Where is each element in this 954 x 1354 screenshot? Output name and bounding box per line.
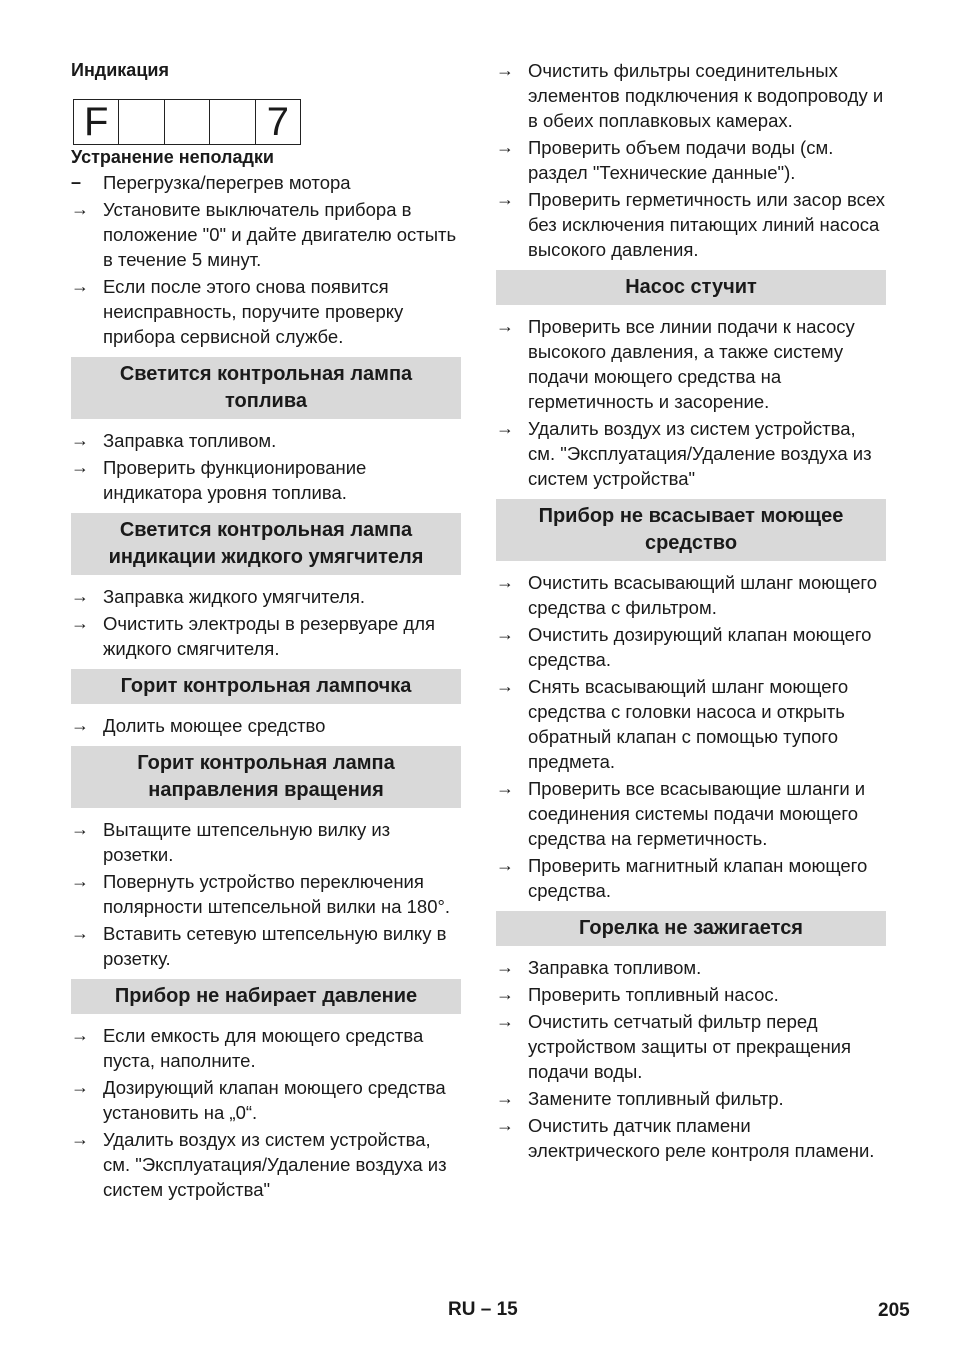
arrow-icon: → — [496, 316, 514, 336]
section-heading: Светится контрольная лампа индикации жидкого умягчителя — [71, 513, 461, 575]
fault-fix-list — [71, 170, 461, 349]
list-item — [496, 622, 886, 672]
list-item — [496, 1086, 886, 1111]
list-item — [496, 187, 886, 262]
section — [71, 746, 461, 971]
item-text: Очистить фильтры соединительных элементов подключения к водопроводу и в обеих поплавковых камерах. — [528, 60, 884, 131]
dash-bullet: – — [71, 172, 82, 192]
code-cell: 7 — [266, 100, 289, 144]
item-text: Дозирующий клапан моющего средства установить на „0“. — [103, 1077, 446, 1123]
list-item — [71, 584, 461, 609]
left-sections — [71, 357, 461, 1202]
list-item — [496, 955, 886, 980]
list-item — [71, 611, 461, 661]
arrow-icon: → — [496, 418, 514, 438]
list-item — [71, 170, 461, 195]
section-heading: Прибор не набирает давление — [71, 979, 461, 1014]
list-item — [496, 135, 886, 185]
list-item — [71, 197, 461, 272]
item-text: Удалить воздух из систем устройства, см. "Эксплуатация/Удаление воздуха из систем устройства" — [103, 1129, 447, 1200]
arrow-icon: → — [496, 778, 514, 798]
item-text: Снять всасывающий шланг моющего средства с головки насоса и открыть обратный клапан с помощью тупого предмета. — [528, 676, 849, 772]
section-list — [71, 1023, 461, 1202]
arrow-icon: → — [71, 430, 89, 450]
arrow-icon: → — [496, 624, 514, 644]
arrow-icon: → — [71, 819, 89, 839]
list-item — [496, 58, 886, 133]
arrow-icon: → — [71, 613, 89, 633]
code-cell — [119, 100, 164, 144]
item-text: Заправка топливом. — [528, 957, 702, 978]
item-text: Повернуть устройство переключения полярности штепсельной вилки на 180°. — [103, 871, 451, 917]
item-text: Проверить все всасывающие шланги и соединения системы подачи моющего средства на герметичность. — [528, 778, 866, 849]
arrow-icon: → — [71, 1077, 89, 1097]
list-item — [71, 817, 461, 867]
section-list — [71, 713, 461, 738]
list-item — [71, 455, 461, 505]
section-list — [71, 817, 461, 971]
list-item — [496, 674, 886, 774]
section — [496, 911, 886, 1163]
arrow-icon: → — [496, 1115, 514, 1135]
right-column — [496, 58, 886, 1165]
left-column — [71, 58, 461, 1204]
section-heading: Насос стучит — [496, 270, 886, 305]
item-text: Проверить магнитный клапан моющего средства. — [528, 855, 868, 901]
list-item — [496, 314, 886, 414]
lead-list — [496, 58, 886, 262]
list-item — [71, 869, 461, 919]
list-item — [71, 1023, 461, 1073]
footer-section-label: RU – 15 — [448, 1299, 518, 1320]
arrow-icon: → — [496, 60, 514, 80]
item-text: Заправка жидкого умягчителя. — [103, 586, 366, 607]
list-item — [71, 428, 461, 453]
fault-code-display — [73, 99, 301, 145]
item-text: Долить моющее средство — [103, 715, 326, 736]
item-text: Очистить электроды в резервуаре для жидкого смягчителя. — [103, 613, 436, 659]
arrow-icon: → — [71, 586, 89, 606]
item-text: Очистить дозирующий клапан моющего средства. — [528, 624, 872, 670]
code-cell: F — [74, 100, 119, 144]
arrow-icon: → — [496, 676, 514, 696]
arrow-icon: → — [496, 1011, 514, 1031]
item-text: Вставить сетевую штепсельную вилку в розетку. — [103, 923, 447, 969]
arrow-icon: → — [496, 137, 514, 157]
arrow-icon: → — [496, 984, 514, 1004]
section-list — [496, 570, 886, 903]
fault-fix-heading: Устранение неполадки — [71, 147, 274, 167]
item-text: Если емкость для моющего средства пуста, наполните. — [103, 1025, 424, 1071]
item-text: Перегрузка/перегрев мотора — [103, 172, 351, 193]
section — [71, 979, 461, 1202]
item-text: Установите выключатель прибора в положение "0" и дайте двигателю остыть в течение 5 минут. — [103, 199, 457, 270]
section — [71, 669, 461, 738]
item-text: Очистить датчик пламени электрического реле контроля пламени. — [528, 1115, 875, 1161]
section-list — [71, 584, 461, 661]
item-text: Удалить воздух из систем устройства, см. "Эксплуатация/Удаление воздуха из систем устройства" — [528, 418, 872, 489]
arrow-icon: → — [71, 276, 89, 296]
section-list — [496, 955, 886, 1163]
indication-heading: Индикация — [71, 60, 169, 80]
section-list — [71, 428, 461, 505]
list-item — [496, 1009, 886, 1084]
section-heading: Горит контрольная лампочка — [71, 669, 461, 704]
section — [496, 499, 886, 903]
section-heading: Горелка не зажигается — [496, 911, 886, 946]
item-text: Проверить герметичность или засор всех без исключения питающих линий насоса высокого давления. — [528, 189, 885, 260]
page-number: 205 — [878, 1300, 910, 1321]
section-heading: Горит контрольная лампа направления вращения — [71, 746, 461, 808]
section — [71, 357, 461, 505]
section-list — [496, 314, 886, 491]
item-text: Если после этого снова появится неисправность, поручите проверку прибора сервисной службе. — [103, 276, 404, 347]
item-text: Заправка топливом. — [103, 430, 277, 451]
arrow-icon: → — [71, 715, 89, 735]
item-text: Проверить объем подачи воды (см. раздел "Технические данные"). — [528, 137, 834, 183]
list-item — [71, 1127, 461, 1202]
item-text: Проверить топливный насос. — [528, 984, 779, 1005]
list-item — [496, 776, 886, 851]
list-item — [71, 1075, 461, 1125]
list-item — [496, 853, 886, 903]
list-item — [496, 982, 886, 1007]
section — [496, 270, 886, 491]
item-text: Очистить сетчатый фильтр перед устройством защиты от прекращения подачи воды. — [528, 1011, 852, 1082]
arrow-icon: → — [496, 957, 514, 977]
code-cell — [165, 100, 210, 144]
arrow-icon: → — [71, 1025, 89, 1045]
item-text: Проверить все линии подачи к насосу высокого давления, а также систему подачи моющего средства на герметичность и засорение. — [528, 316, 855, 412]
arrow-icon: → — [71, 1129, 89, 1149]
arrow-icon: → — [71, 923, 89, 943]
arrow-icon: → — [496, 1088, 514, 1108]
item-text: Очистить всасывающий шланг моющего средства с фильтром. — [528, 572, 878, 618]
list-item — [71, 713, 461, 738]
section — [71, 513, 461, 661]
list-item — [71, 274, 461, 349]
arrow-icon: → — [71, 199, 89, 219]
list-item — [496, 570, 886, 620]
item-text: Замените топливный фильтр. — [528, 1088, 784, 1109]
arrow-icon: → — [71, 871, 89, 891]
section-heading: Прибор не всасывает моющее средство — [496, 499, 886, 561]
right-sections — [496, 270, 886, 1163]
code-cell — [210, 100, 255, 144]
list-item — [496, 1113, 886, 1163]
item-text: Вытащите штепсельную вилку из розетки. — [103, 819, 391, 865]
arrow-icon: → — [71, 457, 89, 477]
arrow-icon: → — [496, 572, 514, 592]
arrow-icon: → — [496, 855, 514, 875]
arrow-icon: → — [496, 189, 514, 209]
item-text: Проверить функционирование индикатора уровня топлива. — [103, 457, 367, 503]
list-item — [496, 416, 886, 491]
list-item — [71, 921, 461, 971]
section-heading: Светится контрольная лампа топлива — [71, 357, 461, 419]
